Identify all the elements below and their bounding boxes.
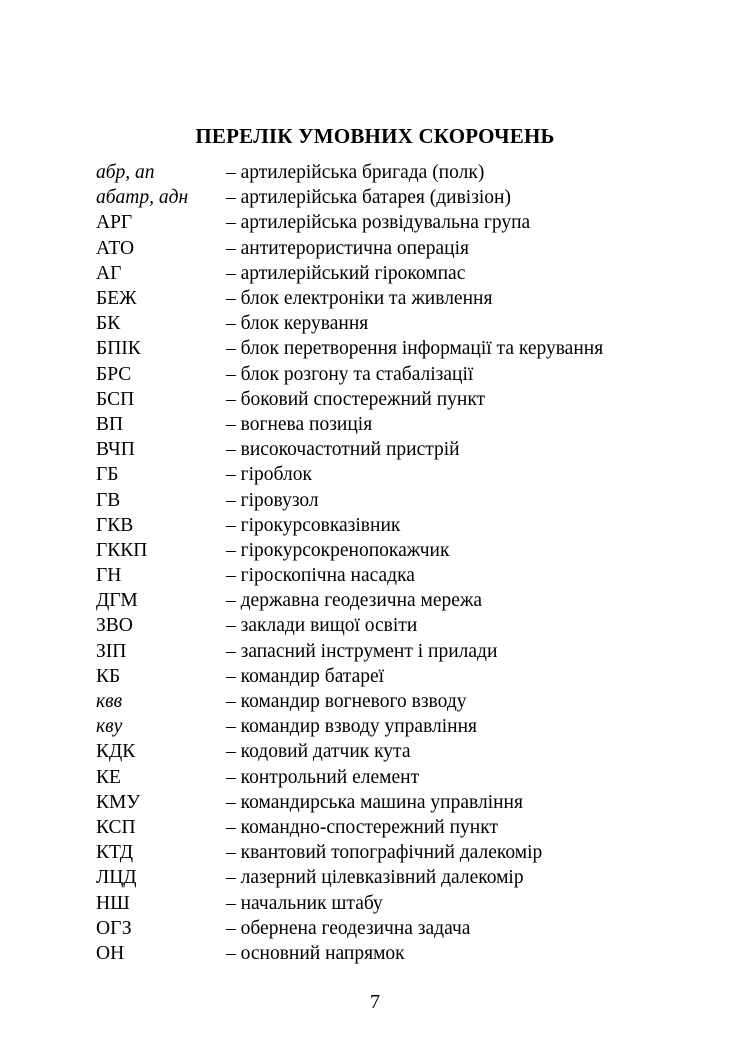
abbreviation-definition: – артилерійська бригада (полк) (226, 162, 485, 184)
abbreviation-definition: – кодовий датчик кута (226, 741, 411, 763)
abbreviation-row (96, 437, 696, 462)
abbreviation-definition: – основний напрямок (226, 942, 405, 964)
abbreviation-row (96, 739, 696, 764)
abbreviation-definition: – блок електроніки та живлення (226, 288, 493, 310)
abbreviation-term: НШ (96, 892, 130, 914)
abbreviation-row (96, 538, 696, 563)
abbreviation-term: БЕЖ (96, 288, 137, 310)
abbreviation-term: квв (96, 691, 123, 713)
abbreviation-term: КТД (96, 842, 133, 864)
abbreviation-term: КДК (96, 741, 136, 763)
abbreviation-term: ВЧП (96, 439, 135, 461)
abbreviation-definition: – гіроскопічна насадка (226, 565, 415, 587)
abbreviation-row (96, 160, 696, 185)
abbreviation-term: ГН (96, 565, 122, 587)
abbreviation-definition: – блок перетворення інформації та керування (226, 338, 604, 360)
abbreviation-term: ГКВ (96, 514, 134, 536)
abbreviation-row (96, 815, 696, 840)
abbreviation-row (96, 487, 696, 512)
abbreviation-definition: – вогнева позиція (226, 413, 373, 435)
abbreviation-row (96, 689, 696, 714)
abbreviation-row (96, 941, 696, 966)
abbreviation-definition: – гірокурсовказівник (226, 514, 401, 536)
abbreviation-definition: – високочастотний пристрій (226, 439, 460, 461)
abbreviation-definition: – командирська машина управління (226, 791, 523, 813)
abbreviation-row (96, 286, 696, 311)
abbreviation-term: абр, ап (96, 162, 155, 184)
abbreviation-definition: – артилерійська розвідувальна група (226, 212, 531, 234)
abbreviation-term: ОГЗ (96, 917, 132, 939)
abbreviation-definition: – командир взводу управління (226, 716, 478, 738)
abbreviation-term: АРГ (96, 212, 133, 234)
abbreviation-definition: – блок керування (226, 313, 369, 335)
abbreviation-definition: – лазерний цілевказівний далекомір (226, 867, 524, 889)
abbreviation-term: БРС (96, 363, 132, 385)
abbreviation-definition: – державна геодезична мережа (226, 590, 483, 612)
page-number: 7 (370, 991, 380, 1013)
abbreviation-row (96, 714, 696, 739)
abbreviation-definition: – запасний інструмент і прилади (226, 640, 498, 662)
abbreviation-definition: – начальник штабу (226, 892, 383, 914)
abbreviation-definition: – антитерористична операція (226, 237, 469, 259)
abbreviation-row (96, 840, 696, 865)
abbreviation-row (96, 613, 696, 638)
abbreviation-row (96, 639, 696, 664)
abbreviation-term: КБ (96, 665, 121, 687)
abbreviation-definition: – артилерійська батарея (дивізіон) (226, 187, 511, 209)
abbreviation-row (96, 462, 696, 487)
abbreviation-row (96, 236, 696, 261)
abbreviation-term: абатр, адн (96, 187, 189, 209)
abbreviation-row (96, 790, 696, 815)
abbreviation-term: ДГМ (96, 590, 138, 612)
abbreviation-row (96, 185, 696, 210)
abbreviation-term: КСП (96, 816, 136, 838)
abbreviation-row (96, 916, 696, 941)
abbreviation-definition: – гірокурсокренопокажчик (226, 539, 450, 561)
abbreviation-definition: – командир вогневого взводу (226, 691, 467, 713)
abbreviation-definition: – блок розгону та стабалізації (226, 363, 474, 385)
abbreviation-definition: – квантовий топографічний далекомір (226, 842, 543, 864)
abbreviation-row (96, 387, 696, 412)
abbreviation-definition: – обернена геодезична задача (226, 917, 471, 939)
abbreviation-term: БСП (96, 388, 135, 410)
abbreviation-term: ГККП (96, 539, 148, 561)
abbreviation-row (96, 336, 696, 361)
abbreviation-definition: – контрольний елемент (226, 766, 420, 788)
abbreviation-term: БК (96, 313, 121, 335)
abbreviation-row (96, 362, 696, 387)
abbreviation-row (96, 890, 696, 915)
abbreviation-term: кву (96, 716, 123, 738)
abbreviation-term: КМУ (96, 791, 141, 813)
abbreviation-row (96, 765, 696, 790)
abbreviation-term: ВП (96, 413, 124, 435)
abbreviation-term: ГВ (96, 489, 121, 511)
abbreviation-definition: – гіроблок (226, 464, 312, 486)
abbreviation-row (96, 210, 696, 235)
abbreviation-definition: – артилерійський гірокомпас (226, 262, 466, 284)
abbreviation-definition: – командир батареї (226, 665, 385, 687)
abbreviation-term: АТО (96, 237, 135, 259)
abbreviation-term: БПІК (96, 338, 141, 360)
abbreviation-definition: – гіровузол (226, 489, 319, 511)
abbreviation-row (96, 513, 696, 538)
abbreviation-definition: – заклади вищої освіти (226, 615, 418, 637)
abbreviation-term: ЛЦД (96, 867, 137, 889)
abbreviation-term: ОН (96, 942, 125, 964)
abbreviation-term: КЕ (96, 766, 121, 788)
abbreviation-row (96, 865, 696, 890)
abbreviation-definition: – командно-спостережний пункт (226, 816, 498, 838)
abbreviation-definition: – боковий спостережний пункт (226, 388, 486, 410)
abbreviation-row (96, 563, 696, 588)
abbreviation-row (96, 588, 696, 613)
abbreviation-term: ЗВО (96, 615, 133, 637)
abbreviation-term: ГБ (96, 464, 119, 486)
abbreviation-term: ЗІП (96, 640, 127, 662)
abbreviation-row (96, 261, 696, 286)
abbreviation-row (96, 664, 696, 689)
abbreviation-list (96, 160, 696, 966)
abbreviation-term: АГ (96, 262, 122, 284)
page-title: ПЕРЕЛІК УМОВНИХ СКОРОЧЕНЬ (195, 124, 555, 148)
abbreviation-row (96, 311, 696, 336)
abbreviation-row (96, 412, 696, 437)
